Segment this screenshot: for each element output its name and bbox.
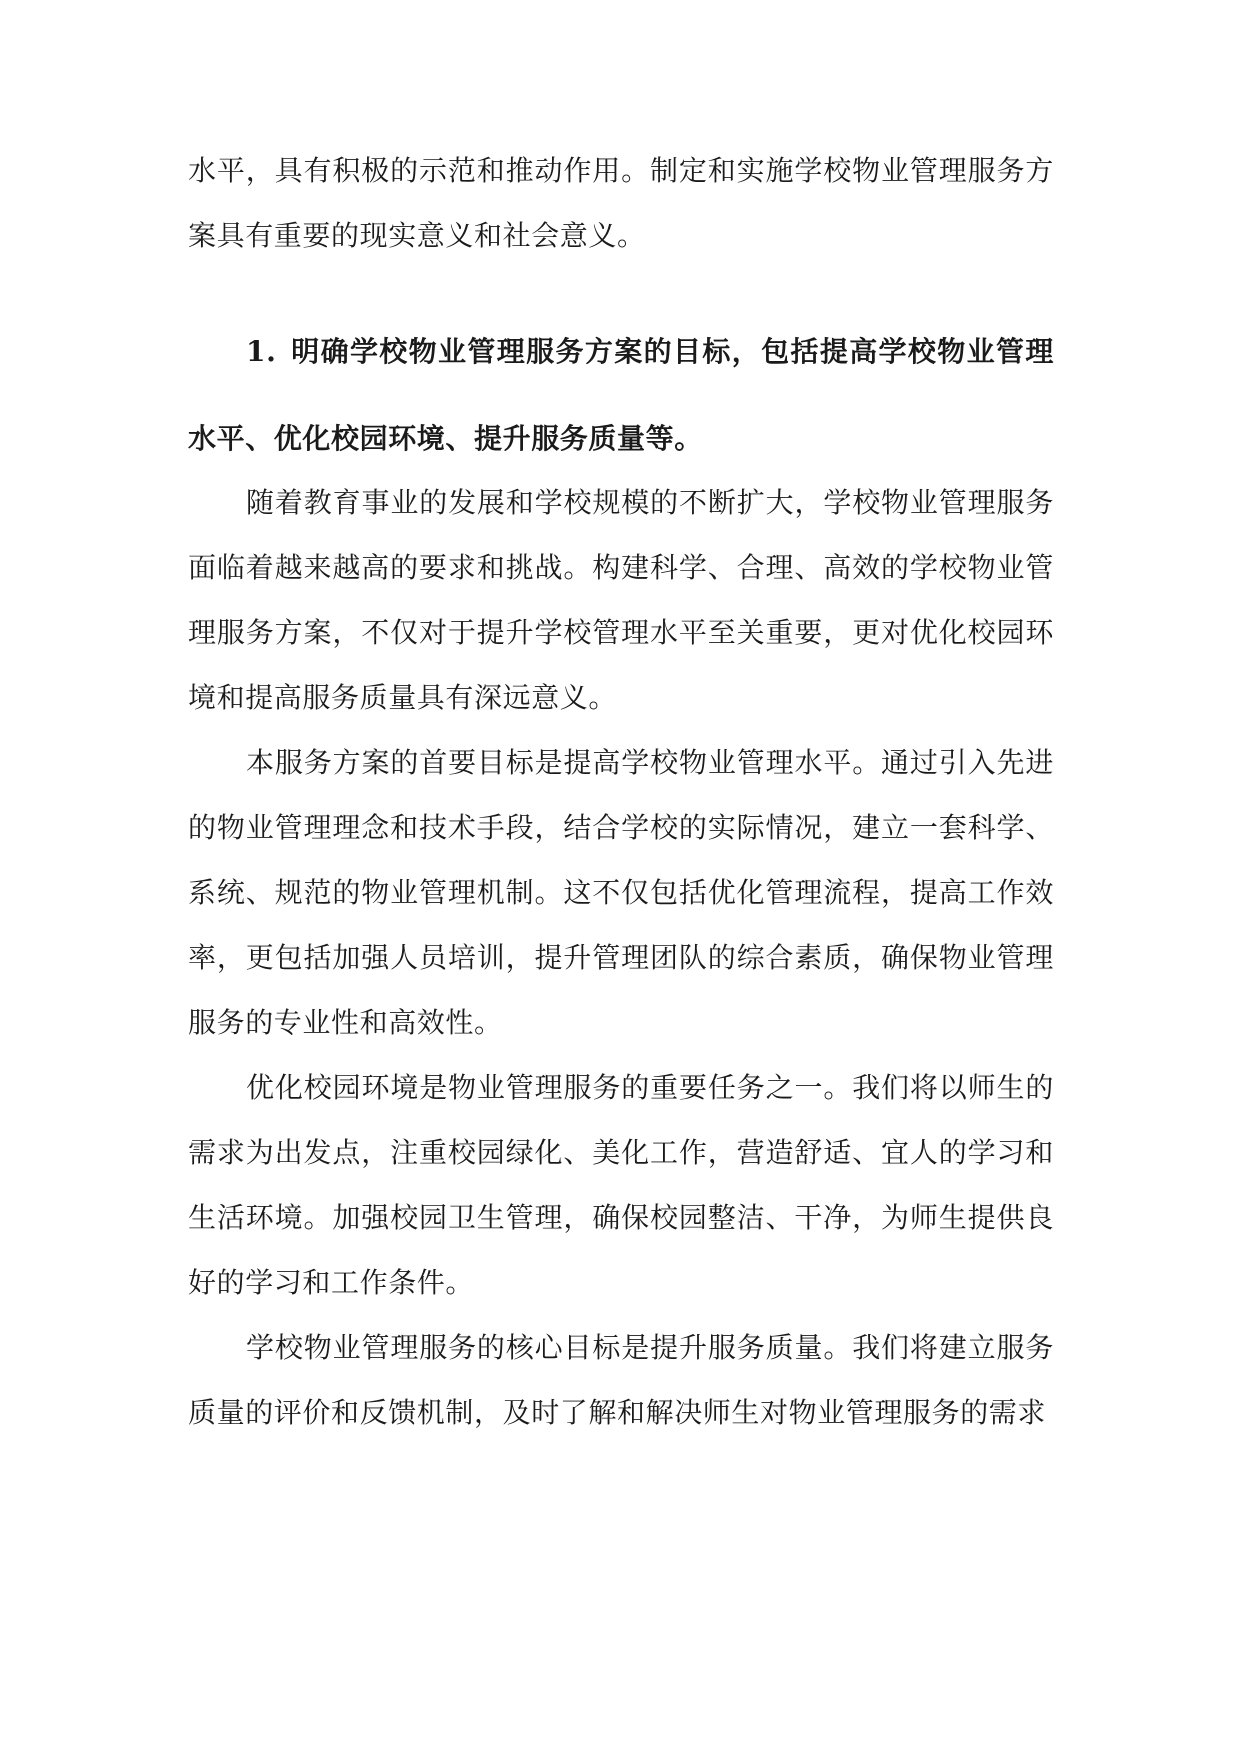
paragraph: 学校物业管理服务的核心目标是提升服务质量。我们将建立服务质量的评价和反馈机制，及时了解和解决师生对物业管理服务的需求 xyxy=(188,1331,1054,1429)
section-heading xyxy=(188,308,1054,482)
paragraph: 本服务方案的首要目标是提高学校物业管理水平。通过引入先进的物业管理理念和技术手段，结合学校的实际情况，建立一套科学、系统、规范的物业管理机制。这不仅包括优化管理流程，提高工作效率，更包括加强人员培训，提升管理团队的综合素质，确保物业管理服务的专业性和高效性。 xyxy=(188,746,1054,1039)
heading-number: 1. xyxy=(246,335,277,368)
heading-text: 明确学校物业管理服务方案的目标，包括提高学校物业管理水平、优化校园环境、提升服务质量等。 xyxy=(188,335,1054,455)
document-body xyxy=(188,138,1054,1445)
paragraph: 随着教育事业的发展和学校规模的不断扩大，学校物业管理服务面临着越来越高的要求和挑战。构建科学、合理、高效的学校物业管理服务方案，不仅对于提升学校管理水平至关重要，更对优化校园环境和提高服务质量具有深远意义。 xyxy=(188,486,1054,714)
paragraph: 优化校园环境是物业管理服务的重要任务之一。我们将以师生的需求为出发点，注重校园绿化、美化工作，营造舒适、宜人的学习和生活环境。加强校园卫生管理，确保校园整洁、干净，为师生提供良好的学习和工作条件。 xyxy=(188,1071,1054,1299)
paragraph-continuation: 水平，具有积极的示范和推动作用。制定和实施学校物业管理服务方案具有重要的现实意义和社会意义。 xyxy=(188,154,1054,252)
